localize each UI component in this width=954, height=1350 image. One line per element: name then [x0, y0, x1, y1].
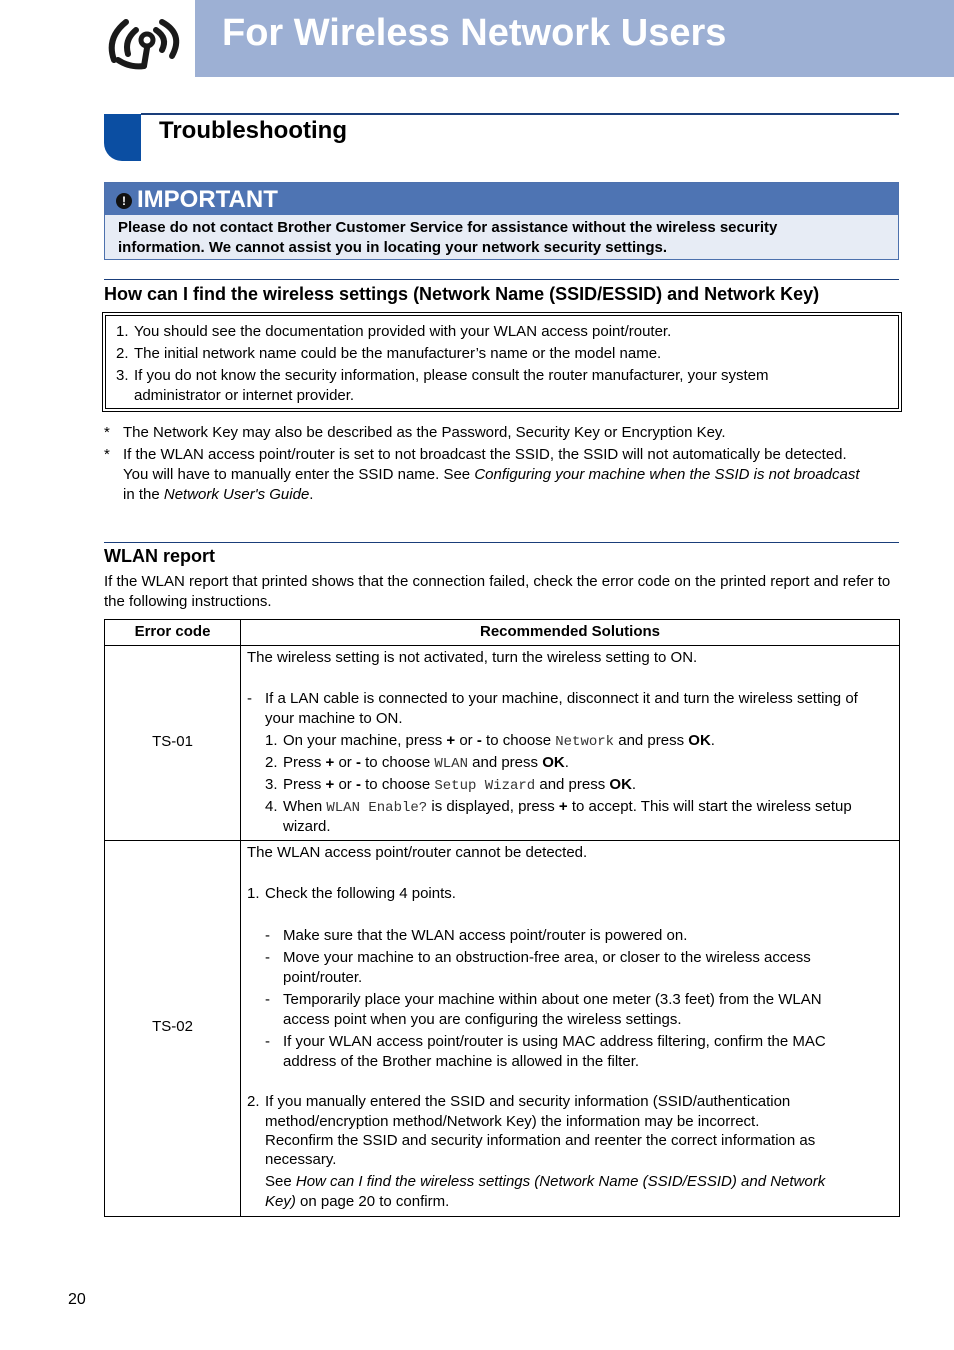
section-title: Troubleshooting [159, 117, 347, 144]
error-code-table: Error code Recommended Solutions TS-01 The wireless setting is not activated, turn the wireless setting to ON. - If a LAN cable is connected to your machine, disconnect it and turn the wireless setting of your machine to ON. 1. On your machine, press + or - to choose Network and press OK. 2. Press + or - to choose WLAN and press OK. 3. Press + or - to choose Setup Wizard and press OK. 4. When WLAN Enable? is displayed, press + to accept. This will start the wireless setup wizard. TS-02 The WLAN access point/router cannot be detected. 1. Check the following 4 points. - Make sure that the WLAN access point/router is powered on. - Move your machine to an obstruction-free area, or closer to the wireless access point/router. - Temporarily place your machine within about one meter (3.3 feet) from the WLAN access point when you are configuring the wireless settings. - If your WLAN access point/router is using MAC address filtering, confirm the MAC address of the Brother machine is allowed in the filter. 2. If you manually entered the SSID and security information (SSID/authentication method/encryption method/Network Key) the information may be incorrect. Reconfirm the SSID and security information and reenter the correct information as necessary. See How can I find the wireless settings (Network Name (SSID/ESSID) and Network Key) on page 20 to confirm. [104, 619, 900, 1217]
list-item-continuation: administrator or internet provider. [134, 387, 355, 404]
error-code-ts02: TS-02 [152, 1018, 193, 1035]
page-title: For Wireless Network Users [222, 12, 727, 54]
steps-box: 1. You should see the documentation provided with your WLAN access point/router. 2. The initial network name could be the manufacturer’s name or the model name. 3. If you do not know the security information, please consult the router manufacturer, your system administrator or internet provider. [102, 312, 902, 412]
wireless-network-icon [100, 8, 190, 70]
important-header [105, 183, 898, 215]
list-item: 2. Press + or - to choose WLAN and press OK. [265, 754, 569, 772]
wlan-report-intro: If the WLAN report that printed shows that the connection failed, check the error code on the printed report and refer to the following instructions. [104, 573, 891, 610]
important-label: IMPORTANT [137, 186, 278, 213]
section-tab [104, 114, 141, 161]
error-code-ts01: TS-01 [152, 733, 193, 750]
list-item: 3. Press + or - to choose Setup Wizard and press OK. [265, 776, 637, 794]
column-header-error-code: Error code [134, 623, 211, 640]
important-box [104, 182, 899, 260]
page-number: 20 [68, 1291, 86, 1308]
section-rule [141, 113, 899, 115]
exclamation-icon: ! [116, 193, 132, 209]
find-settings-heading: How can I find the wireless settings (Network Name (SSID/ESSID) and Network Key) [104, 284, 820, 304]
list-item: 1. On your machine, press + or - to choose Network and press OK. [265, 732, 715, 750]
column-header-solutions: Recommended Solutions [479, 623, 661, 640]
wlan-report-heading: WLAN report [104, 546, 215, 566]
list-item: 4. When WLAN Enable? is displayed, press + to accept. This will start the wireless setup [265, 798, 852, 816]
divider [104, 542, 899, 543]
important-text: Please do not contact Brother Customer Service for assistance without the wireless security information. We cannot assist you in locating your network security settings. [118, 219, 778, 256]
divider [104, 279, 899, 280]
